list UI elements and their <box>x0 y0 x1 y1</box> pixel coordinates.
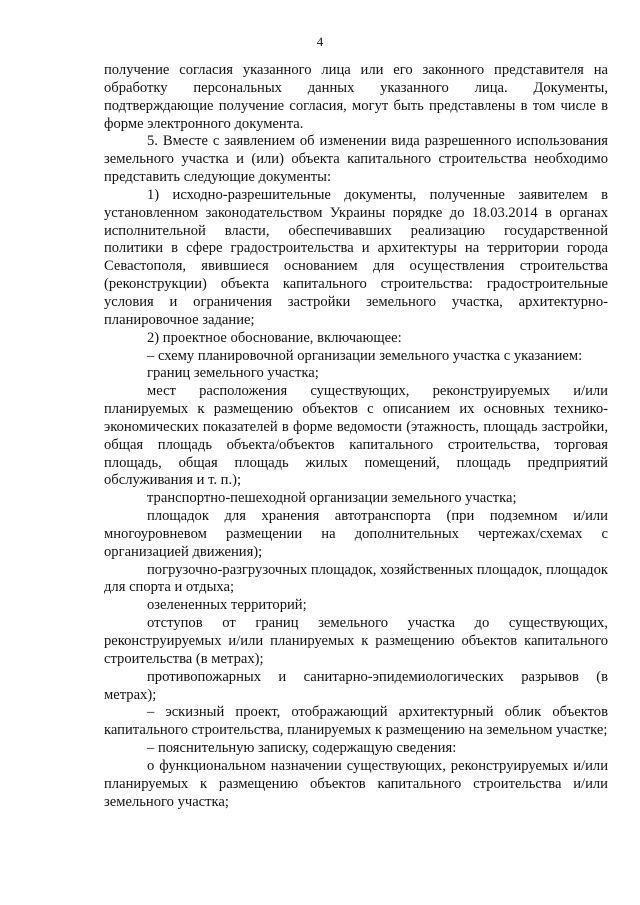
paragraph-fire-sanitary-gaps: противопожарных и санитарно-эпидемиологических разрывов (в метрах); <box>104 668 608 703</box>
paragraph-sketch-project: – эскизный проект, отображающий архитектурный облик объектов капитального строительства, планируемых к размещению на земельном участке; <box>104 704 608 739</box>
paragraph-loading-areas: погрузочно-разгрузочных площадок, хозяйственных площадок, площадок для спорта и отдыха; <box>104 561 608 596</box>
paragraph-subitem-1: 1) исходно-разрешительные документы, полученные заявителем в установленном законодательством Украины порядке до 18.03.2014 в органах исполнительной власти, обеспечивавших реализацию государственной политики в сфере градостроительства и архитектуры на территории города Севастополя, явившиеся основанием для осуществления строительства (реконструкции) объекта капитального строительства: градостроительные условия и ограничения застройки земельного участка, архитектурно-планировочное задание; <box>104 186 608 328</box>
document-body <box>104 62 608 811</box>
paragraph-green-areas: озелененных территорий; <box>147 597 307 614</box>
paragraph-item-5: 5. Вместе с заявлением об изменении вида разрешенного использования земельного участка и (или) объекта капитального строительства необходимо представить следующие документы: <box>104 133 608 186</box>
paragraph-object-locations: мест расположения существующих, реконструируемых и/или планируемых к размещению объектов с описанием их основных технико-экономических показателей в форме ведомости (этажность, площадь застройки, общая площадь объекта/объектов капитального строительства, торговая площадь, общая площадь жилых помещений, площадь предприятий обслуживания и т. п.); <box>104 383 608 489</box>
paragraph-functional-purpose: о функциональном назначении существующих, реконструируемых и/или планируемых к размещению объектов капитального строительства и/или земельного участка; <box>104 757 608 810</box>
paragraph-subitem-2: 2) проектное обоснование, включающее: <box>147 329 402 346</box>
paragraph-transport-pedestrian: транспортно-пешеходной организации земельного участка; <box>147 490 517 507</box>
page-number: 4 <box>316 34 324 49</box>
paragraph-site-plan-scheme: – схему планировочной организации земельного участка с указанием: <box>147 347 583 364</box>
paragraph-setbacks: отступов от границ земельного участка до существующих, реконструируемых и/или планируемых к размещению объектов капитального строительства (в метрах); <box>104 615 608 667</box>
paragraph-site-boundaries: границ земельного участка; <box>147 365 319 382</box>
paragraph-vehicle-parking: площадок для хранения автотранспорта (при подземном и/или многоуровневом размещении на дополнительных чертежах/схемах с организацией движения); <box>104 508 608 560</box>
paragraph-explanatory-note: – пояснительную записку, содержащую сведения: <box>147 740 457 757</box>
paragraph-consent-continuation: получение согласия указанного лица или его законного представителя на обработку персональных данных указанного лица. Документы, подтверждающие получение согласия, могут быть представлены в том числе в форме электронного документа. <box>104 62 608 132</box>
